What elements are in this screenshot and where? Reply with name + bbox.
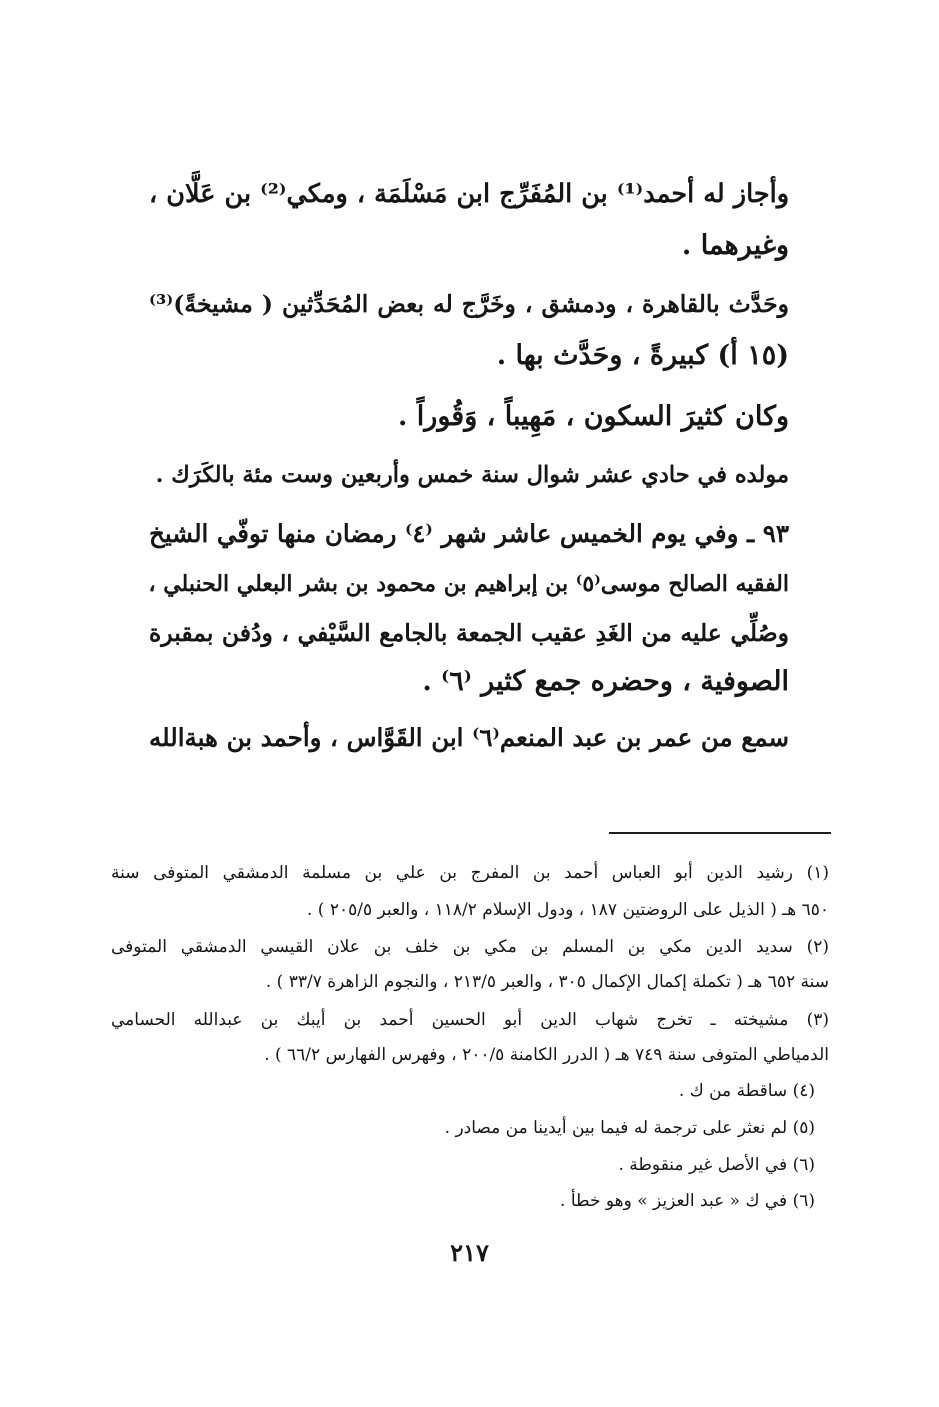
footnote-line-8: (٥) لم نعثر على ترجمة له فيما بين أيدينا من مصادر . bbox=[444, 1118, 815, 1138]
body-line-1: وأجاز له أحمد⁽¹⁾ بن المُفَرِّج ابن مَسْلَمَة ، ومكي⁽²⁾ بن عَلَّان ، bbox=[149, 179, 790, 209]
footnote-rule bbox=[609, 832, 831, 834]
footnote-line-6: الدمياطي المتوفى سنة ٧٤٩ هـ ( الدرر الكامنة ٢٠٠/٥ ، وفهرس الفهارس ٦٦/٢ ) . bbox=[264, 1045, 829, 1065]
footnote-line-3: (٢) سديد الدين مكي بن المسلم بن مكي بن خلف بن علان القيسي الدمشقي المتوفى bbox=[111, 937, 829, 957]
footnote-line-10: (٦) في ك « عبد العزيز » وهو خطأ . bbox=[560, 1191, 815, 1211]
body-line-5: وكان كثيرَ السكون ، مَهِيباً ، وَقُوراً . bbox=[398, 401, 789, 432]
body-line-8: الفقيه الصالح موسى⁽٥⁾ بن إبراهيم بن محمود بن بشر البعلي الحنبلي ، bbox=[148, 571, 789, 597]
body-line-4: (١٥ أ) كبيرةً ، وحَدَّث بها . bbox=[496, 340, 789, 371]
body-line-9: وصُلِّي عليه من الغَدِ عقيب الجمعة بالجامع السَّيْفي ، ودُفن بمقبرة bbox=[149, 619, 789, 647]
body-line-10: الصوفية ، وحضره جمع كثير ⁽٦⁾ . bbox=[422, 666, 789, 697]
body-line-3: وحَدَّث بالقاهرة ، ودمشق ، وخَرَّج له بعض المُحَدِّثين ( مشيخةً)⁽³⁾ bbox=[149, 290, 789, 318]
footnote-line-7: (٤) ساقطة من ك . bbox=[678, 1081, 815, 1101]
body-line-2: وغيرهما . bbox=[681, 230, 789, 261]
footnote-line-1: (١) رشيد الدين أبو العباس أحمد بن المفرج بن علي بن مسلمة الدمشقي المتوفى سنة bbox=[111, 863, 829, 883]
body-line-7: ٩٣ ـ وفي يوم الخميس عاشر شهر ⁽٤⁾ رمضان منها توفّي الشيخ bbox=[149, 519, 790, 548]
body-line-6: مولده في حادي عشر شوال سنة خمس وأربعين وست مئة بالكَرَك . bbox=[155, 462, 789, 488]
page-number: ٢١٧ bbox=[450, 1238, 489, 1267]
footnote-line-2: ٦٥٠ هـ ( الذيل على الروضتين ١٨٧ ، ودول الإسلام ١١٨/٢ ، والعبر ٢٠٥/٥ ) . bbox=[306, 900, 829, 920]
footnote-line-4: سنة ٦٥٢ هـ ( تكملة إكمال الإكمال ٣٠٥ ، والعبر ٢١٣/٥ ، والنجوم الزاهرة ٣٣/٧ ) . bbox=[265, 972, 829, 992]
footnote-line-5: (٣) مشيخته ـ تخرج شهاب الدين أبو الحسين أحمد بن أيبك بن عبدالله الحسامي bbox=[111, 1010, 829, 1030]
body-line-11: سمع من عمر بن عبد المنعم⁽٦⁾ ابن القَوَّاس ، وأحمد بن هبةالله bbox=[149, 723, 790, 752]
footnote-line-9: (٦) في الأصل غير منقوطة . bbox=[618, 1155, 815, 1175]
